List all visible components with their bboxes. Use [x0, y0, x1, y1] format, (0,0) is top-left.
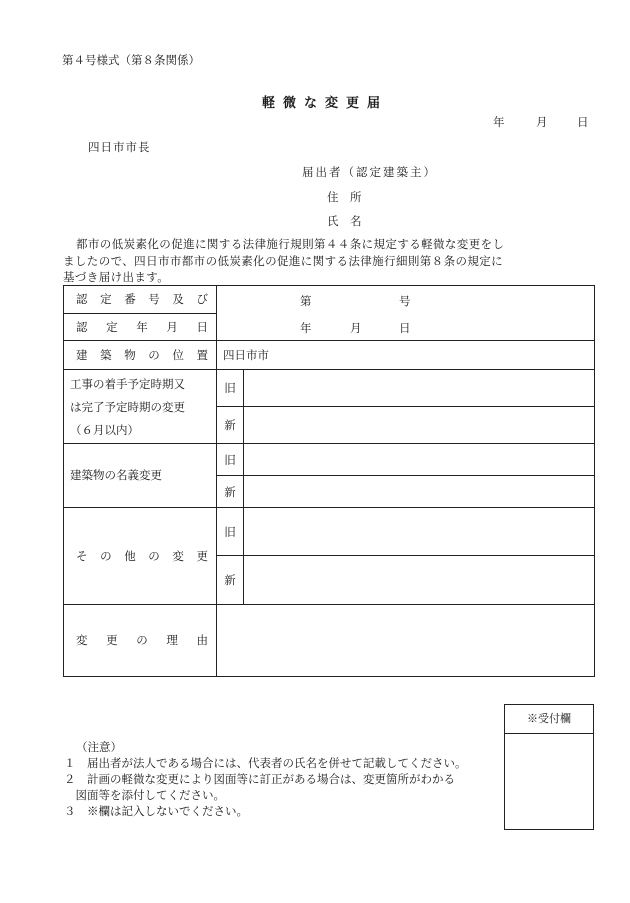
name-change-old-field[interactable] [244, 444, 595, 476]
applicant-address-label: 住 所 [327, 190, 362, 204]
reason-label-char: 更 [106, 633, 118, 647]
other-change-old-label: 旧 [217, 508, 244, 556]
body-text-line-1: 都市の低炭素化の促進に関する法律施行規則第４４条に規定する軽微な変更をし [76, 237, 505, 251]
location-field[interactable] [217, 341, 595, 370]
location-label [64, 341, 217, 370]
cert-number-label-char: 定 [100, 292, 112, 306]
schedule-label-line-3: （６月以内） [70, 423, 139, 437]
reason-field[interactable] [217, 605, 595, 677]
note-item-2: ２ 計画の軽微な変更により図面等に訂正がある場合は、変更箇所がわかる [64, 772, 455, 786]
reception-box [504, 704, 594, 830]
cert-date-label-char: 認 [76, 319, 88, 334]
other-change-label-char: の [148, 548, 160, 563]
cert-date-field[interactable] [217, 314, 595, 341]
schedule-old-field[interactable] [244, 370, 595, 407]
note-item-1: １ 届出者が法人である場合には、代表者の氏名を併せて記載してください。 [64, 756, 467, 770]
cert-number-label-char: 認 [76, 292, 88, 306]
cert-number-label-char: 及 [172, 292, 184, 306]
schedule-old-label: 旧 [217, 370, 244, 407]
table-row [64, 508, 595, 556]
other-change-label-char: そ [76, 548, 88, 563]
notes-heading: （注意） [76, 740, 122, 754]
reception-label: ※受付欄 [505, 705, 593, 734]
table-row [64, 605, 595, 677]
date-month-label: 月 [536, 115, 548, 129]
cert-number-suffix: 号 [399, 293, 411, 308]
body-text-line-2: ましたので、四日市市都市の低炭素化の促進に関する法律施行細則第８条の規定に [63, 254, 504, 268]
location-label-char: 置 [196, 347, 208, 362]
location-value: 四日市市 [223, 348, 269, 362]
note-item-3: ３ ※欄は記入しないでください。 [64, 804, 248, 818]
note-item-2-cont: 図面等を添付してください。 [64, 788, 225, 802]
schedule-label [64, 370, 217, 444]
cert-date-year: 年 [300, 320, 312, 335]
cert-number-prefix: 第 [300, 293, 312, 308]
table-row [64, 370, 595, 407]
cert-date-label [64, 314, 217, 341]
schedule-new-label: 新 [217, 407, 244, 444]
location-label-char: 築 [100, 347, 112, 362]
other-change-label [64, 508, 217, 605]
cert-number-label-char: 番 [124, 292, 136, 306]
cert-date-month: 月 [350, 320, 362, 335]
date-day-label: 日 [577, 115, 589, 129]
table-row [64, 444, 595, 476]
other-change-label-char: の [100, 548, 112, 563]
change-form-table [63, 285, 595, 677]
location-label-char: の [148, 347, 160, 362]
cert-date-day: 日 [399, 320, 411, 335]
reason-label [64, 605, 217, 677]
form-number: 第４号様式（第８条関係） [62, 53, 200, 67]
applicant-name-label: 氏 名 [327, 214, 362, 228]
location-label-char: 建 [76, 347, 88, 362]
date-year-label: 年 [493, 115, 505, 129]
body-text-line-3: 基づき届け出ます。 [63, 270, 170, 284]
page-title: 軽微な変更届 [262, 96, 389, 111]
applicant-label: 届出者（認定建築主） [302, 165, 437, 179]
location-label-char: 物 [124, 347, 136, 362]
other-change-old-field[interactable] [244, 508, 595, 556]
reason-label-char: の [136, 633, 148, 647]
cert-number-label-char: び [196, 292, 208, 306]
table-row [64, 314, 595, 341]
cert-number-label-char: 号 [148, 292, 160, 306]
cert-date-label-char: 年 [136, 319, 148, 334]
table-row [64, 341, 595, 370]
schedule-label-line-1: 工事の着手予定時期又 [70, 377, 185, 391]
reason-label-char: 理 [166, 633, 178, 647]
other-change-label-char: 他 [124, 548, 136, 563]
schedule-label-line-2: は完了予定時期の変更 [70, 400, 185, 414]
schedule-new-field[interactable] [244, 407, 595, 444]
cert-date-label-char: 月 [166, 319, 178, 334]
reception-stamp-area[interactable] [505, 734, 593, 830]
name-change-label: 建築物の名義変更 [64, 444, 217, 508]
addressee: 四日市市長 [88, 140, 151, 154]
other-change-label-char: 変 [172, 548, 184, 563]
name-change-new-field[interactable] [244, 476, 595, 508]
name-change-old-label: 旧 [217, 444, 244, 476]
reason-label-char: 由 [196, 633, 208, 647]
name-change-new-label: 新 [217, 476, 244, 508]
cert-number-label [64, 286, 217, 314]
other-change-new-label: 新 [217, 556, 244, 605]
reason-label-char: 変 [76, 633, 88, 647]
cert-number-field[interactable] [217, 286, 595, 314]
table-row [64, 286, 595, 314]
location-label-char: 位 [172, 347, 184, 362]
other-change-label-char: 更 [196, 548, 208, 563]
cert-date-label-char: 日 [196, 319, 208, 334]
cert-date-label-char: 定 [106, 319, 118, 334]
other-change-new-field[interactable] [244, 556, 595, 605]
